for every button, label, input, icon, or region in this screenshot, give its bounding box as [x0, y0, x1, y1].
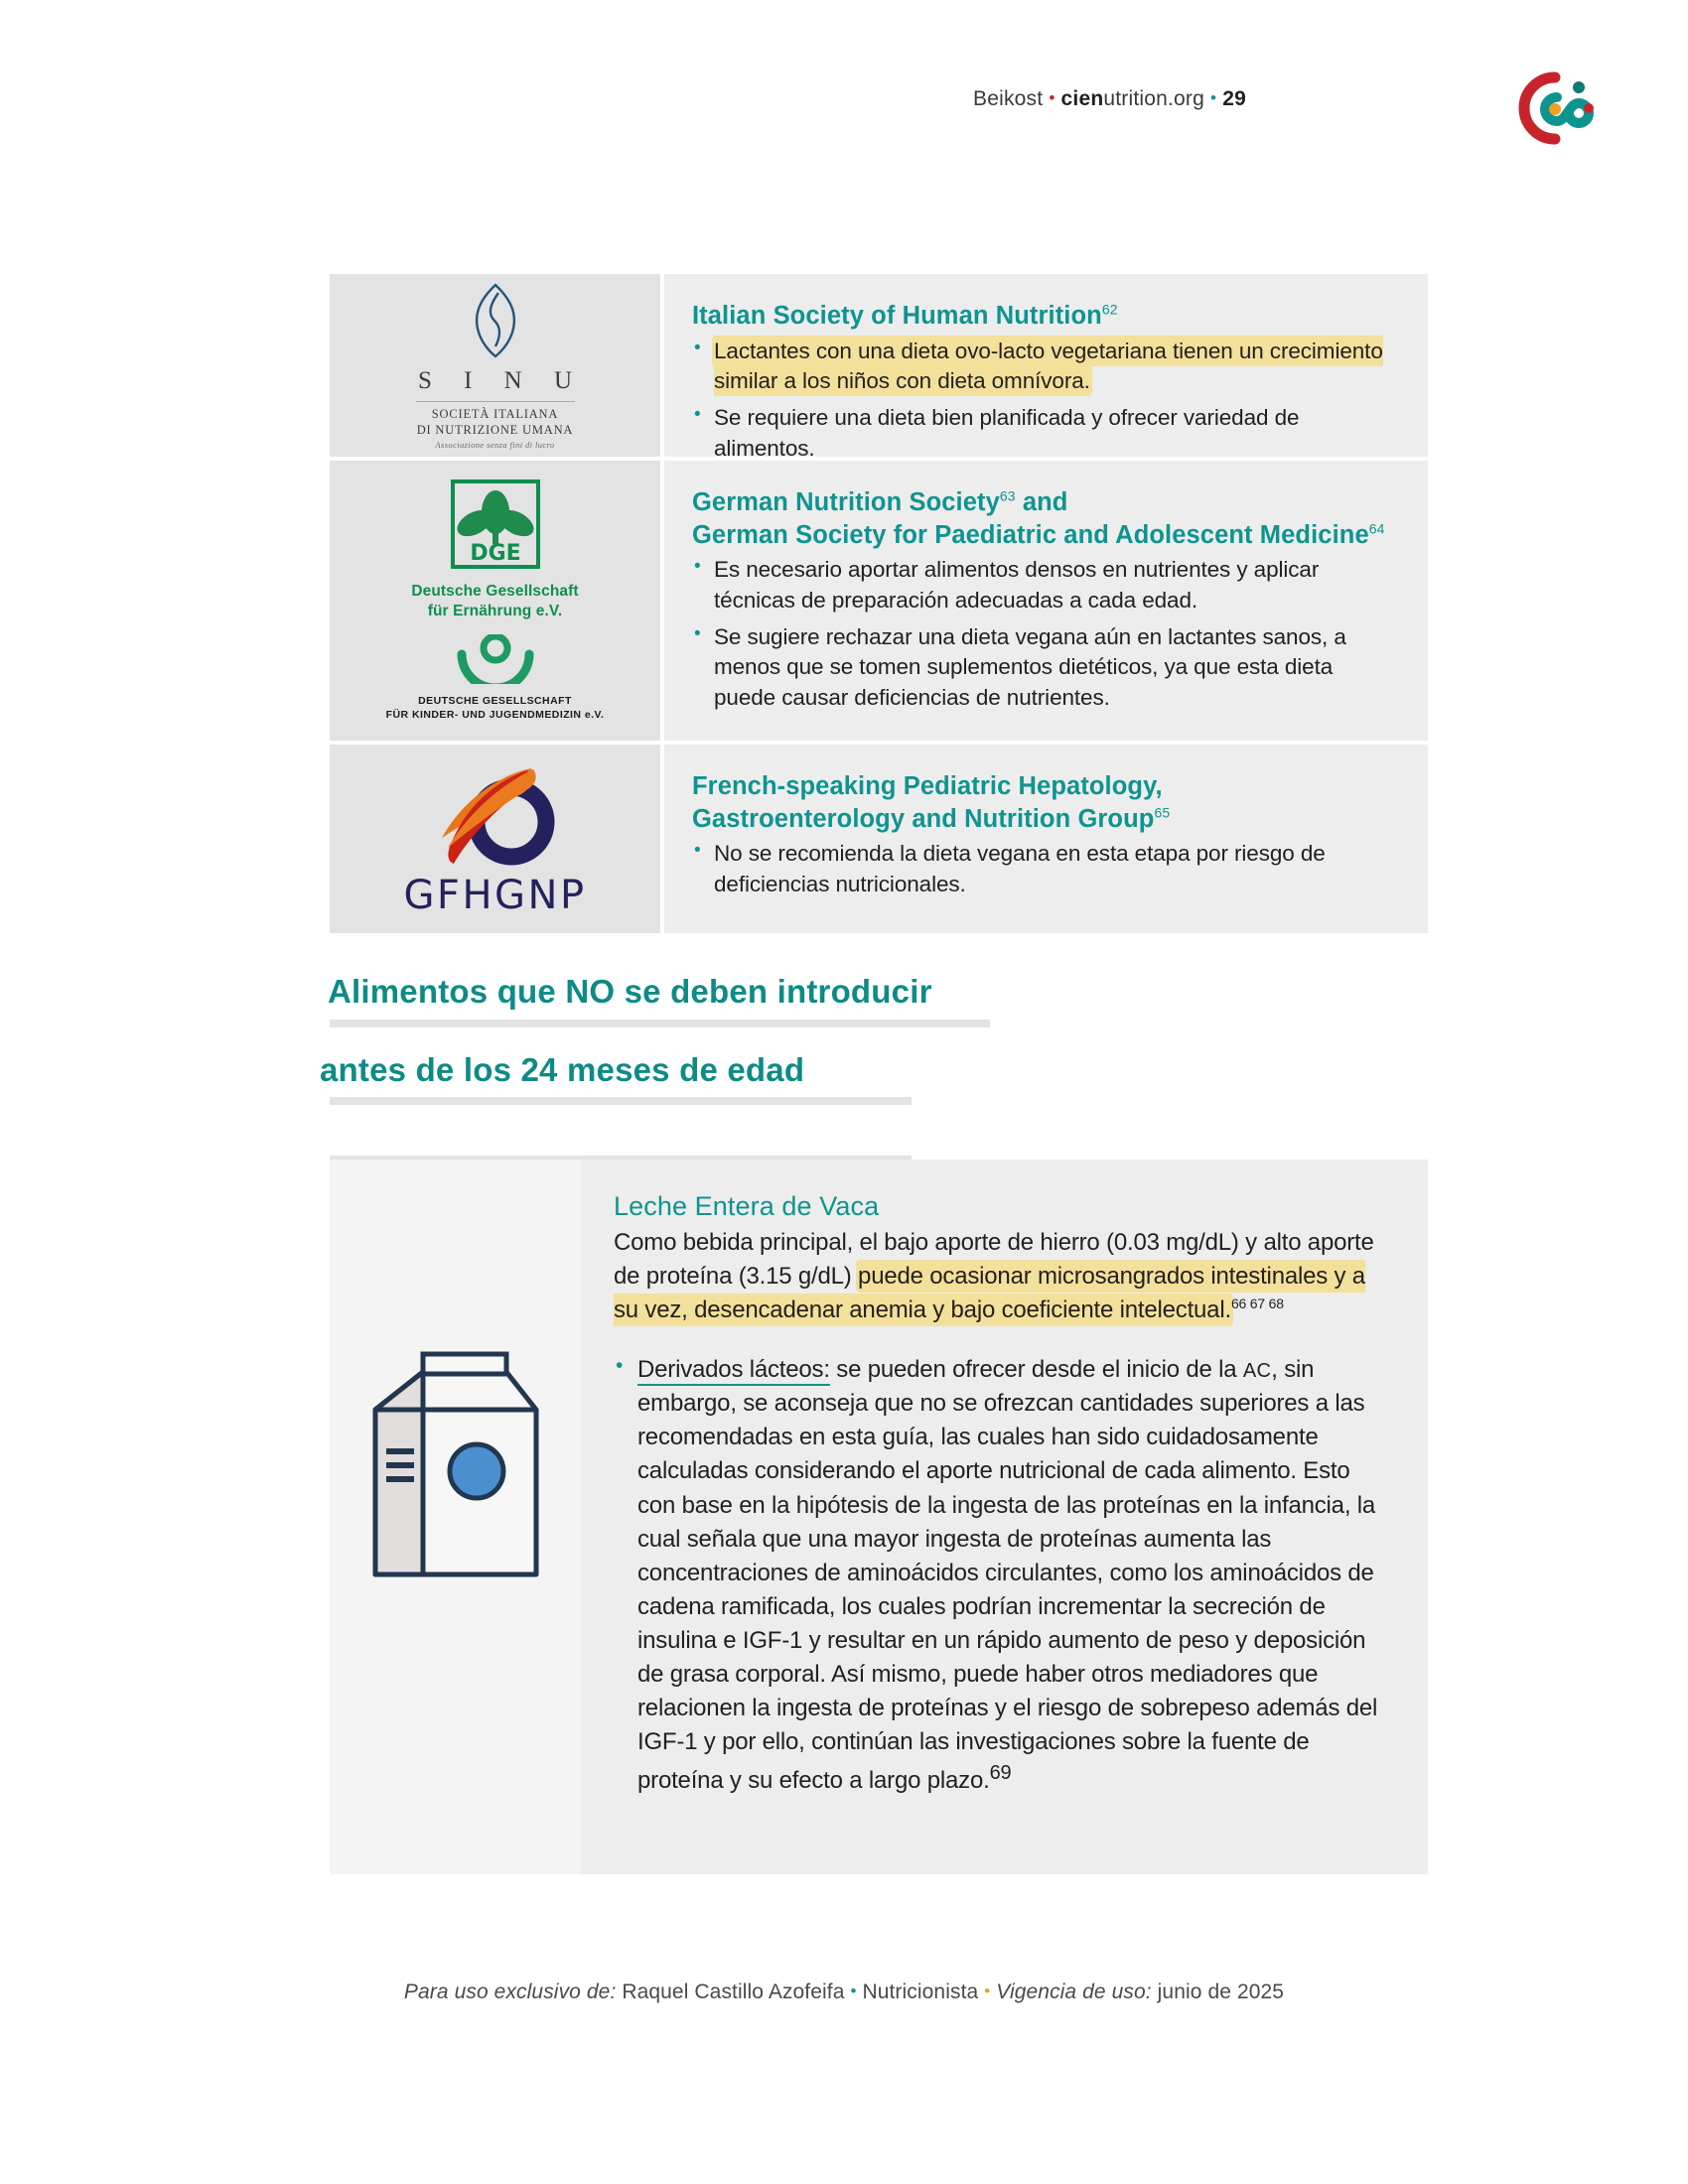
dge-name-line2: für Ernährung e.V.: [427, 602, 563, 619]
dgkj-name-line2: FÜR KINDER- UND JUGENDMEDIZIN e.V.: [385, 708, 605, 721]
dgkj-cradle-icon: [453, 634, 538, 684]
sinu-subtitle-line1: SOCIETÀ ITALIANA: [431, 406, 559, 421]
society-bullet-list: [692, 839, 1398, 899]
milk-paragraph-refs: 66 67 68: [1230, 1296, 1284, 1312]
society-title-text: Italian Society of Human Nutrition: [692, 302, 1102, 330]
milk-paragraph-highlighted: puede ocasionar microsangrados intestinales y a su vez, desencadenar anemia y bajo coeficiente intelectual.: [614, 1263, 1365, 1324]
list-item: [692, 337, 1398, 397]
footer-separator-dot-2: •: [984, 1981, 991, 2000]
dairy-text-part1: se pueden ofrecer desde el inicio de la: [829, 1356, 1243, 1384]
gfhgnp-acronym: GFHGNP: [403, 872, 587, 918]
society-title-ref-2: 64: [1368, 520, 1385, 537]
sinu-subtitle-line2: DI NUTRIZIONE UMANA: [416, 422, 574, 437]
page-title-line1: Alimentos que NO se deben introducir: [328, 973, 932, 1010]
gfhgnp-flame-ring-icon: [406, 760, 585, 878]
list-item: • No se recomienda la dieta vegana en esta etapa por riesgo de deficiencias nutricionales.: [692, 839, 1398, 899]
milk-bullet-list: [614, 1353, 1388, 1798]
milk-illustration-cell: [330, 1160, 581, 1874]
society-title-ref-2: 65: [1154, 804, 1171, 821]
list-item: • Es necesario aportar alimentos densos en nutrientes y aplicar técnicas de preparación adecuadas a cada edad.: [692, 555, 1398, 615]
header-breadcrumb: [0, 87, 1246, 111]
milk-carton-illustration: [365, 1350, 546, 1583]
page-number: 29: [1222, 87, 1246, 110]
society-title-text-2: German Society for Paediatric and Adolescent Medicine: [692, 520, 1369, 549]
society-title-suffix: and: [1015, 488, 1068, 516]
gfhgnp-logo: [340, 760, 650, 918]
highlighted-text: Lactantes con una dieta ovo-lacto vegetariana tienen un crecimiento similar a los niños con dieta omnívora.: [714, 338, 1383, 393]
page-title-line2: antes de los 24 meses de edad: [320, 1051, 805, 1088]
footer-user-name: Raquel Castillo Azofeifa: [622, 1980, 845, 2003]
dge-name-line1: Deutsche Gesellschaft: [411, 583, 579, 601]
footer-separator-dot: •: [850, 1981, 857, 2000]
header-site-bold: cien: [1060, 87, 1104, 110]
list-item: • Se sugiere rechazar una dieta vegana aún en lactantes sanos, a menos que se tomen suplementos dietéticos, ya que esta dieta puede causar deficiencias de nutrientes.: [692, 622, 1398, 713]
footer-validity-label: Vigencia de uso:: [996, 1980, 1152, 2003]
dairy-ref: 69: [989, 1762, 1012, 1785]
society-title: [692, 300, 1398, 333]
table-row: [330, 461, 1428, 741]
society-bullet-list: [692, 555, 1398, 713]
dairy-abbrev: AC: [1242, 1360, 1272, 1383]
sinu-note: Associazione senza fini di lucro: [435, 440, 555, 451]
table-row: [330, 274, 1428, 461]
header-separator-dot: •: [1049, 88, 1055, 107]
milk-paragraph-plain: Como bebida principal, el bajo aporte de hierro (0.03 mg/dL) y alto aporte de proteína (3.15 g/dL): [614, 1229, 1374, 1291]
society-title: French-speaking Pediatric Hepatology,: [692, 772, 1163, 800]
table-row: [330, 745, 1428, 933]
milk-text-cell: [581, 1160, 1428, 1874]
sinu-acronym: S I N U: [417, 366, 586, 394]
society-text-cell: [664, 274, 1428, 461]
header-publication: Beikost: [973, 87, 1044, 110]
whole-milk-section: [330, 1160, 1428, 1874]
cien-nutrition-logo: [1511, 66, 1607, 153]
dge-leaf-icon: [450, 478, 541, 570]
dairy-text-part2: , sin embargo, se aconseja que no se ofrezcan cantidades superiores a las recomendadas en esta guía, las cuales han sido cuidadosamente calculadas considerando el aporte nutricional de cada alimento. Esto con base en la hipótesis de la ingesta de las proteínas en la infancia, la cual señala que una mayor ingesta de proteínas aumenta las concentraciones de aminoácidos circulantes, como los aminoácidos de cadena ramificada, los cuales podrían incrementar la secreción de insulina e IGF-1 y resultar en un rápido aumento de peso y deposición de grasa corporal. Así mismo, puede haber otros mediadores que relacionen la ingesta de proteínas y el riesgo de sobrepeso además del IGF-1 y por ello, continúan las investigaciones sobre la fuente de proteína y su efecto a largo plazo.: [637, 1356, 1378, 1795]
footer-validity-value: junio de 2025: [1157, 1980, 1285, 2003]
page-header: [0, 87, 1688, 127]
society-logo-cell: [330, 745, 660, 933]
dgkj-name-line1: DEUTSCHE GESELLSCHAFT: [418, 695, 572, 708]
societies-recommendations-table: [330, 274, 1428, 937]
society-title-text: German Nutrition Society: [692, 488, 1000, 516]
footer-usage-label: Para uso exclusivo de:: [403, 1980, 617, 2003]
sinu-divider: [416, 401, 575, 402]
dge-dgkj-logos: [340, 478, 650, 722]
header-site-rest: utrition.org: [1103, 87, 1204, 110]
footer-user-role: Nutricionista: [862, 1980, 979, 2003]
sinu-logo: [340, 281, 650, 451]
header-separator-dot-2: •: [1210, 88, 1217, 107]
society-bullet-list: [692, 337, 1398, 465]
society-title-ref: 63: [999, 487, 1016, 504]
society-text-cell: [664, 461, 1428, 741]
milk-intro-paragraph: [614, 1226, 1388, 1327]
society-title-text-2: Gastroenterology and Nutrition Group: [692, 804, 1155, 833]
milk-section-title: Leche Entera de Vaca: [614, 1191, 880, 1221]
society-title: [692, 486, 1398, 519]
society-title-second: [692, 803, 1398, 836]
society-logo-cell: [330, 274, 660, 457]
svg-text:DGE: DGE: [469, 541, 521, 567]
page-footer: [0, 1980, 1688, 2004]
heading-band-middle: [330, 1097, 912, 1105]
dairy-derivatives-label: Derivados lácteos:: [637, 1356, 830, 1386]
sinu-flame-icon: [465, 281, 526, 360]
list-item: • Se requiere una dieta bien planificada y ofrecer variedad de alimentos.: [692, 403, 1398, 464]
society-title-second: [692, 519, 1398, 552]
list-item: [614, 1353, 1388, 1798]
society-text-cell: [664, 745, 1428, 933]
society-title-ref: 62: [1101, 301, 1118, 318]
heading-band-top: [330, 1020, 990, 1027]
logo-spacer: [340, 620, 650, 634]
society-logo-cell: [330, 461, 660, 741]
